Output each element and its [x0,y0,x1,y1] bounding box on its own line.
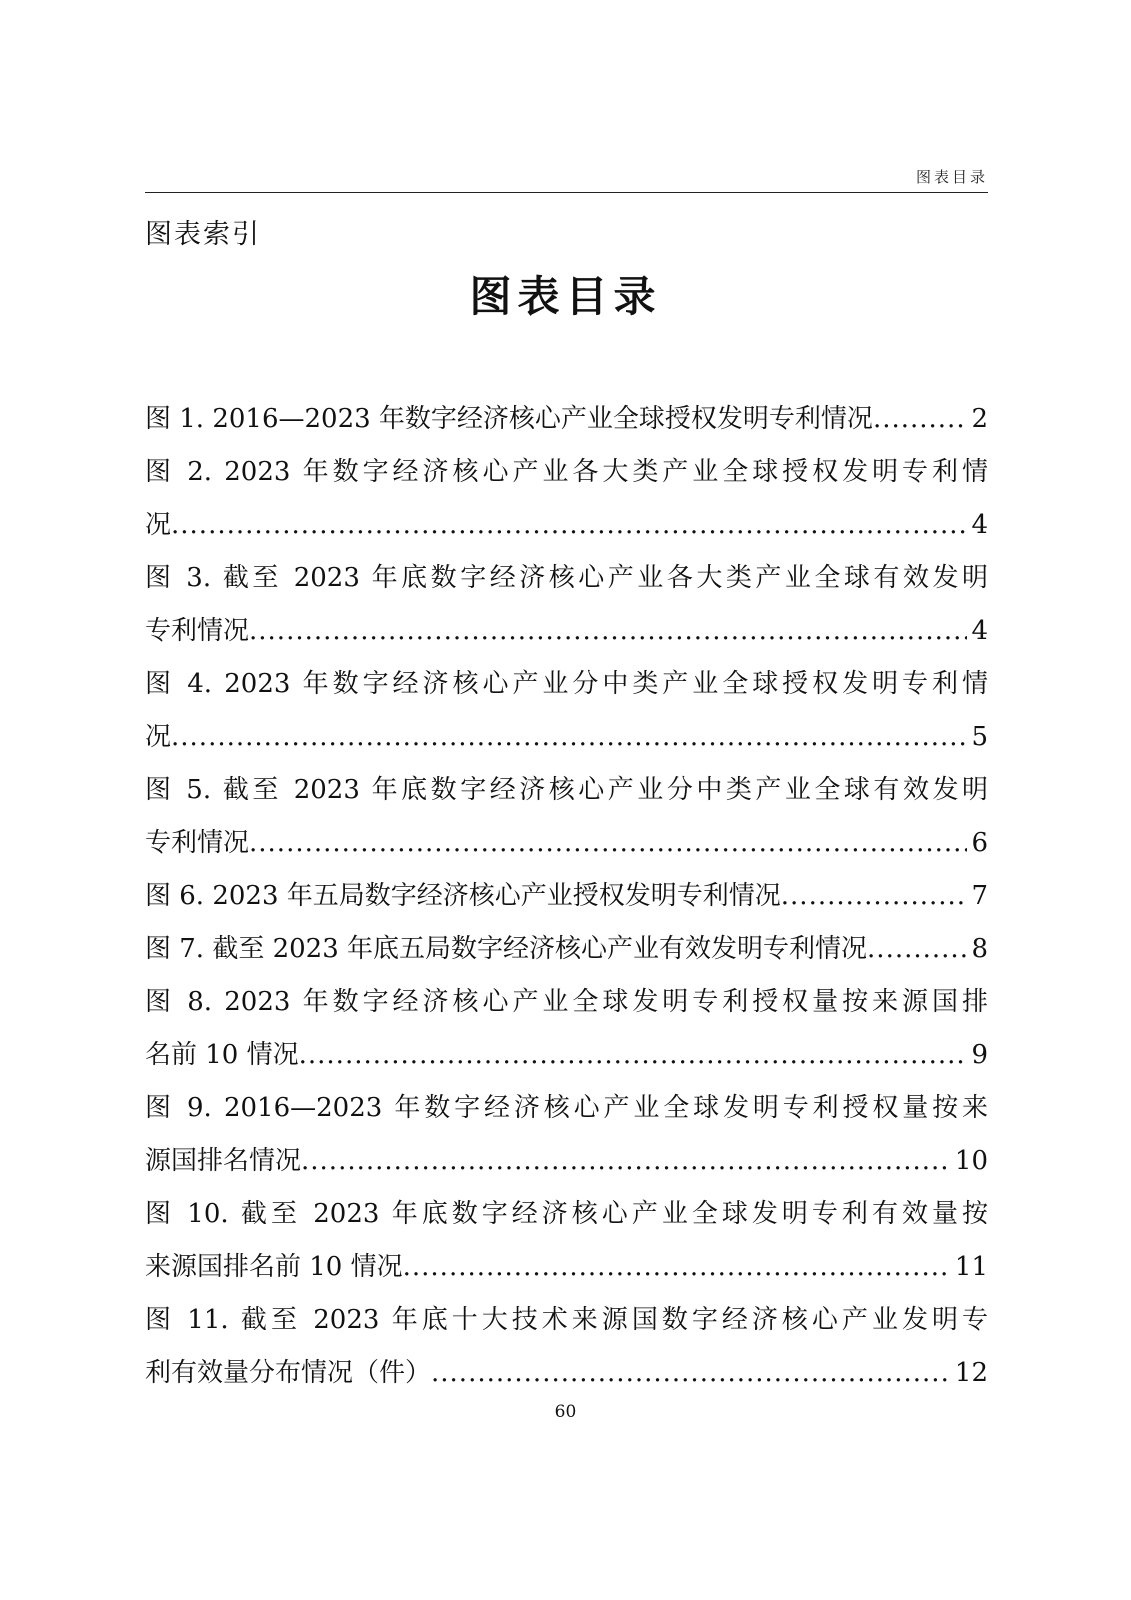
section-label: 图表索引 [145,219,261,250]
toc-entry-7[interactable] [145,923,988,976]
leader-dots [867,923,967,976]
toc-entry-text: 专利情况 [145,828,250,858]
toc-page-number: 6 [971,828,988,858]
toc-entry-text: 图 11. 截至 2023 年底十大技术来源国数字经济核心产业发明专 [145,1305,988,1335]
toc-entry-9-cont[interactable] [145,1135,988,1188]
toc-entry-text: 图 10. 截至 2023 年底数字经济核心产业全球发明专利有效量按 [145,1199,988,1229]
toc-entry-text: 来源国排名前 10 情况 [145,1252,403,1282]
toc-entry-2-cont[interactable] [145,499,988,552]
leader-dots [301,1135,951,1188]
toc-entry-9[interactable] [145,1082,988,1135]
toc-entry-11[interactable] [145,1294,988,1347]
leader-dots [431,1347,951,1400]
toc-entry-text: 源国排名情况 [145,1146,302,1176]
toc-page-number: 2 [971,404,988,434]
toc-entry-5-cont[interactable] [145,817,988,870]
toc-entry-text: 图 9. 2016—2023 年数字经济核心产业全球发明专利授权量按来 [145,1093,988,1123]
toc-entry-8-cont[interactable] [145,1029,988,1082]
toc-entry-text: 图 1. 2016—2023 年数字经济核心产业全球授权发明专利情况 [145,404,873,434]
toc-entry-text: 专利情况 [145,616,250,646]
toc-entry-3-cont[interactable] [145,605,988,658]
toc-entry-1[interactable] [145,393,988,446]
leader-dots [171,711,967,764]
toc-page-number: 4 [971,510,988,540]
page-number: 60 [554,1402,577,1422]
toc-entry-11-cont[interactable] [145,1347,988,1400]
toc-entry-text: 图 2. 2023 年数字经济核心产业各大类产业全球授权发明专利情 [145,457,988,487]
toc-entry-text: 况 [145,510,172,540]
page-title: 图表目录 [469,272,662,321]
toc-entry-8[interactable] [145,976,988,1029]
toc-page-number: 12 [954,1358,988,1388]
toc-entry-text: 图 8. 2023 年数字经济核心产业全球发明专利授权量按来源国排 [145,987,988,1017]
leader-dots [299,1029,968,1082]
toc-entry-6[interactable] [145,870,988,923]
toc-entry-text: 名前 10 情况 [145,1040,299,1070]
leader-dots [403,1241,951,1294]
toc-page-number: 7 [971,881,988,911]
toc-entry-text: 图 4. 2023 年数字经济核心产业分中类产业全球授权发明专利情 [145,669,988,699]
toc-page-number: 8 [971,934,988,964]
toc-page-number: 10 [954,1146,988,1176]
toc-entry-text: 图 7. 截至 2023 年底五局数字经济核心产业有效发明专利情况 [145,934,868,964]
toc-entry-10[interactable] [145,1188,988,1241]
leader-dots [171,499,967,552]
toc-entry-text: 图 6. 2023 年五局数字经济核心产业授权发明专利情况 [145,881,781,911]
toc-entry-text: 况 [145,722,172,752]
toc-entry-5[interactable] [145,764,988,817]
toc-entry-4-cont[interactable] [145,711,988,764]
leader-dots [873,393,968,446]
toc-page-number: 5 [971,722,988,752]
toc-entry-text: 图 5. 截至 2023 年底数字经济核心产业分中类产业全球有效发明 [145,775,988,805]
running-header: 图表目录 [915,168,988,186]
toc-entry-text: 利有效量分布情况（件） [145,1358,432,1388]
leader-dots [249,605,967,658]
header-rule [145,192,988,193]
toc-entry-2[interactable] [145,446,988,499]
toc-entry-3[interactable] [145,552,988,605]
toc-page-number: 9 [971,1040,988,1070]
toc-entry-text: 图 3. 截至 2023 年底数字经济核心产业各大类产业全球有效发明 [145,563,988,593]
toc-list [145,393,988,1400]
leader-dots [781,870,968,923]
toc-page-number: 11 [954,1252,988,1282]
toc-entry-4[interactable] [145,658,988,711]
leader-dots [249,817,967,870]
toc-page-number: 4 [971,616,988,646]
toc-entry-10-cont[interactable] [145,1241,988,1294]
